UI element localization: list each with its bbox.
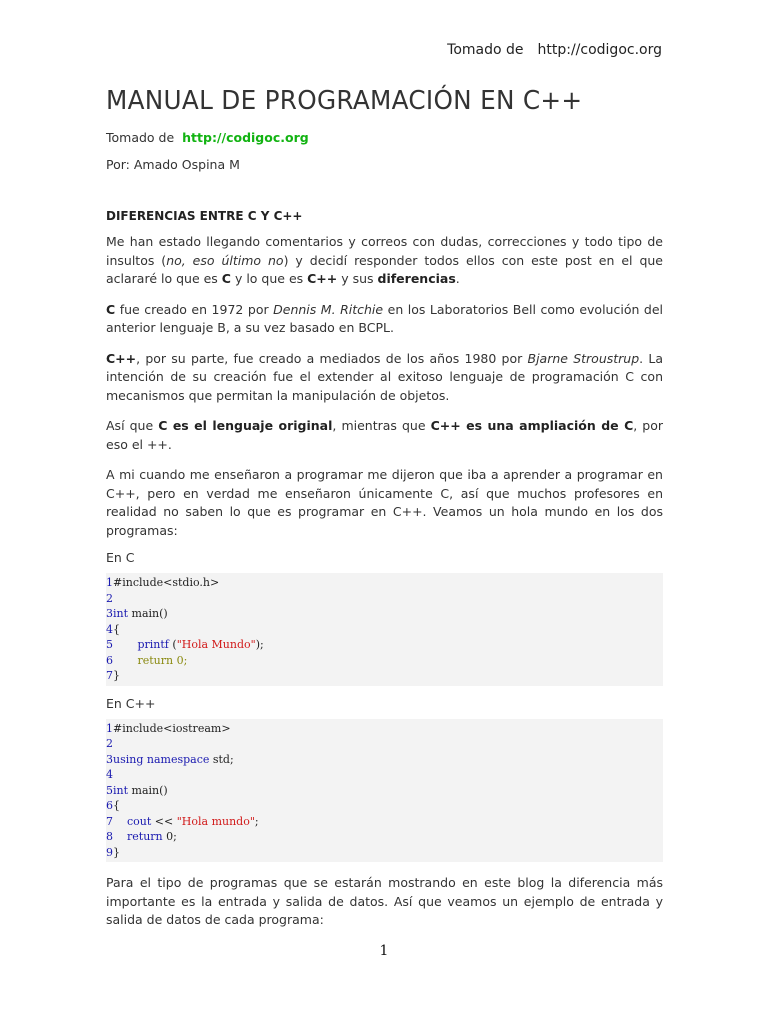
code-line: 7 } xyxy=(106,669,120,682)
section-title: DIFERENCIAS ENTRE C Y C++ xyxy=(106,209,303,223)
source-link[interactable]: http://codigoc.org xyxy=(182,130,309,145)
paragraph-summary: Así que C es el lenguaje original, mientras que C++ es una ampliación de C, por eso el ++. xyxy=(106,418,664,452)
code-line: 2 xyxy=(106,737,113,750)
label-c: En C xyxy=(106,550,135,565)
code-line: 6 { xyxy=(106,799,120,812)
author-line: Por: Amado Ospina M xyxy=(106,157,240,172)
header-source-url: http://codigoc.org xyxy=(537,42,662,58)
header-source-label: Tomado de xyxy=(447,42,524,58)
code-line: 7 cout << "Hola mundo" ; xyxy=(106,814,259,828)
page-number: 1 xyxy=(379,943,389,959)
code-line: 4 { xyxy=(106,622,120,636)
code-line: 8 return 0; xyxy=(106,830,177,843)
page-header xyxy=(447,42,662,58)
code-line: 5 int main() xyxy=(106,783,168,797)
source-label: Tomado de xyxy=(106,130,175,145)
code-line: 2 xyxy=(106,591,113,605)
code-line: 5 printf ( "Hola Mundo" ); xyxy=(106,638,264,651)
paragraph-cpp-history: C++, por su parte, fue creado a mediados de los años 1980 por Bjarne Stroustrup. La intención de su creación fue el extender al exitoso lenguaje de programación C con mecanismos que permitan la manipulación de objetos. xyxy=(106,350,663,403)
code-line: 3 int main() xyxy=(106,607,168,620)
code-line: 1 #include<stdio.h> xyxy=(106,576,220,589)
paragraph-io: Para el tipo de programas que se estarán mostrando en este blog la diferencia más importante es la entrada y salida de datos. Así que veamos un ejemplo de entrada y salida de datos de cada programa: xyxy=(106,875,663,927)
code-line: 1 #include<iostream> xyxy=(106,721,231,735)
page-title: MANUAL DE PROGRAMACIÓN EN C++ xyxy=(106,86,583,116)
code-block-c xyxy=(106,573,663,686)
paragraph-intro: Me han estado llegando comentarios y correos con dudas, correcciones y todo tipo de insultos (no, eso último no) y decidí responder todos ellos con este post en el que aclararé lo que es C y lo que es C++ y sus diferencias. xyxy=(106,234,663,286)
paragraph-c-history: C fue creado en 1972 por Dennis M. Ritchie en los Laboratorios Bell como evolución del anterior lenguaje B, a su vez basado en BCPL. xyxy=(106,301,664,335)
code-line: 3 using namespace std; xyxy=(106,752,234,766)
code-line: 9 } xyxy=(106,845,120,859)
code-block-cpp xyxy=(106,719,663,863)
code-line: 4 xyxy=(106,768,113,781)
label-cpp: En C++ xyxy=(106,695,156,711)
source-line xyxy=(106,130,663,145)
code-line: 6 return 0; xyxy=(106,653,188,667)
document-body xyxy=(106,86,663,930)
paragraph-hello-world: A mi cuando me enseñaron a programar me dijeron que iba a aprender a programar en C++, pero en verdad me enseñaron únicamente C, así que muchos profesores en realidad no saben lo que es programar en C++. Veamos un hola mundo en los dos programas: xyxy=(106,467,663,538)
